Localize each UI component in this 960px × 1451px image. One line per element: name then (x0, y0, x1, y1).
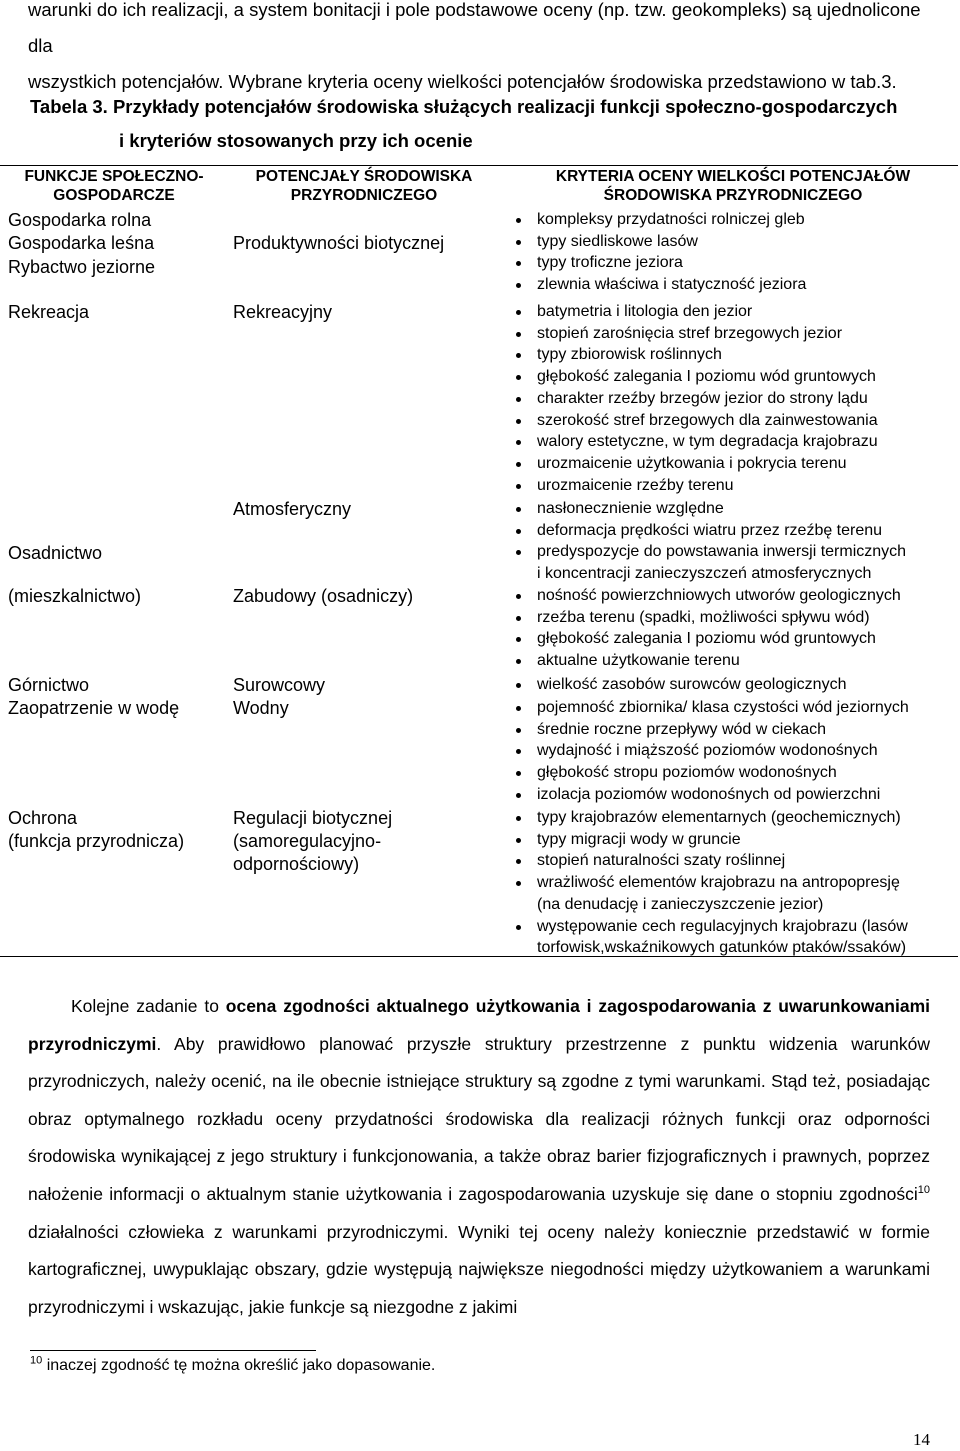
intro-line-1: warunki do ich realizacji, a system bonitacji i pole podstawowe oceny (np. tzw. geokompleks) są ujednolicone dla (28, 0, 921, 56)
bullet-icon (516, 793, 521, 798)
function-osadnictwo: Osadnictwo (8, 543, 103, 563)
function-lesna: Gospodarka leśna (8, 233, 155, 253)
paragraph-text-2: . Aby prawidłowo planować przyszłe struktury przestrzenne z punktu widzenia warunków przyrodniczych, należy ocenić, na ile obecnie istniejące struktury są zgodne z tymi warunkami. Stąd też, posiadając obraz optymalnego rozkładu oceny przydatności środowiska dla realizacji różnych funkcji oraz odporności środowiska wynikającej z jego struktury i funkcjonowania, a także obraz barier fizjograficznych i prawnych, poprzez nałożenie informacji o aktualnym stanie użytkowania i zagospodarowania uzyskuje się dane o stopniu zgodności (28, 1033, 930, 1204)
criterion-item: głębokość zalegania I poziomu wód gruntowych (513, 366, 953, 388)
caption-line-1: Tabela 3. Przykłady potencjałów środowiska służących realizacji funkcji społeczno-gospodarczych (30, 96, 898, 117)
header-functions (4, 167, 224, 205)
criterion-item: średnie roczne przepływy wód w ciekach (513, 719, 953, 741)
page-number: 14 (913, 1430, 930, 1449)
criterion-item: nośność powierzchniowych utworów geologicznych (513, 585, 953, 607)
bullet-icon (516, 240, 521, 245)
bullet-icon (516, 218, 521, 223)
bullet-icon (516, 594, 521, 599)
bullet-icon (516, 529, 521, 534)
bullet-icon (516, 838, 521, 843)
header-potentials (228, 167, 500, 205)
function-ochrona: Ochrona (8, 808, 78, 828)
bullet-icon (516, 283, 521, 288)
criterion-item: predyspozycje do powstawania inwersji termicznych (513, 541, 953, 563)
bullet-icon (516, 484, 521, 489)
criteria-wod (513, 697, 953, 806)
bullet-icon (516, 375, 521, 380)
criterion-item: rzeźba terenu (spadki, możliwości spływu wód) (513, 607, 953, 629)
intro-line-2: wszystkich potencjałów. Wybrane kryteria oceny wielkości potencjałów środowiska przedstawiono w tab.3. (28, 71, 897, 92)
function-zaopatrzenie: Zaopatrzenie w wodę (8, 698, 180, 718)
header-line: FUNKCJE SPOŁECZNO- (24, 168, 204, 185)
criterion-item: izolacja poziomów wodonośnych od powierzchni (513, 784, 953, 806)
potential-produktywnosci: Produktywności biotycznej (233, 233, 445, 253)
bullet-icon (516, 925, 521, 930)
footnote (30, 1355, 435, 1377)
potential-surowcowy: Surowcowy (233, 675, 326, 695)
criterion-item: szerokość stref brzegowych dla zainwestowania (513, 410, 953, 432)
bullet-icon (516, 749, 521, 754)
function-rolna: Gospodarka rolna (8, 210, 152, 230)
criteria-atm (513, 498, 953, 585)
criterion-item: występowanie cech regulacyjnych krajobrazu (lasów (513, 916, 953, 938)
table-caption (30, 94, 897, 153)
potential-zabudowy: Zabudowy (osadniczy) (233, 586, 414, 606)
bullet-icon (516, 550, 521, 555)
footnote-text: inaczej zgodność tę można określić jako dopasowanie. (42, 1357, 436, 1374)
criterion-item: pojemność zbiornika/ klasa czystości wód jeziornych (513, 697, 953, 719)
criterion-item: urozmaicenie użytkowania i pokrycia terenu (513, 453, 953, 475)
caption-line-2: i kryteriów stosowanych przy ich ocenie (119, 130, 473, 151)
bullet-icon (516, 859, 521, 864)
bullet-icon (516, 771, 521, 776)
criterion-item: batymetria i litologia den jezior (513, 301, 953, 323)
potential-regulacji-2: (samoregulacyjno- (233, 831, 382, 851)
bullet-icon (516, 462, 521, 467)
header-line: POTENCJAŁY ŚRODOWISKA (255, 168, 473, 185)
criterion-item: głębokość zalegania I poziomu wód gruntowych (513, 628, 953, 650)
criterion-item: typy siedliskowe lasów (513, 231, 953, 253)
potential-rekreacyjny: Rekreacyjny (233, 302, 333, 322)
bullet-icon (516, 659, 521, 664)
footnote-number: 10 (30, 1354, 43, 1367)
criterion-item: typy troficzne jeziora (513, 252, 953, 274)
header-line: PRZYRODNICZEGO (290, 187, 438, 204)
function-mieszkalnictwo: (mieszkalnictwo) (8, 586, 142, 606)
function-ochrona-sub: (funkcja przyrodnicza) (8, 831, 185, 851)
bullet-icon (516, 616, 521, 621)
bullet-icon (516, 332, 521, 337)
criteria-rek (513, 301, 953, 496)
criterion-item: aktualne użytkowanie terenu (513, 650, 953, 672)
potential-atmosferyczny: Atmosferyczny (233, 499, 352, 519)
criterion-item: kompleksy przydatności rolniczej gleb (513, 209, 953, 231)
bullet-icon (516, 683, 521, 688)
criterion-item: głębokość stropu poziomów wodonośnych (513, 762, 953, 784)
footnote-ref[interactable]: 10 (917, 1184, 930, 1197)
bullet-icon (516, 507, 521, 512)
criterion-continuation: (na denudację i zanieczyszczenie jezior) (537, 895, 824, 913)
header-line: KRYTERIA OCENY WIELKOŚCI POTENCJAŁÓW (555, 168, 911, 185)
criterion-item: typy zbiorowisk roślinnych (513, 344, 953, 366)
criteria-zab (513, 585, 953, 672)
paragraph-text-1: Kolejne zadanie to (71, 996, 226, 1016)
criterion-item: walory estetyczne, w tym degradacja krajobrazu (513, 431, 953, 453)
criterion-continuation: i koncentracji zanieczyszczeń atmosferycznych (537, 565, 872, 583)
bullet-icon (516, 816, 521, 821)
bullet-icon (516, 728, 521, 733)
criterion-item: urozmaicenie rzeźby terenu (513, 475, 953, 497)
intro-text (28, 0, 930, 100)
body-paragraph (28, 988, 930, 1326)
bullet-icon (516, 440, 521, 445)
criterion-item: stopień zarośnięcia stref brzegowych jezior (513, 323, 953, 345)
function-rybactwo: Rybactwo jeziorne (8, 257, 156, 277)
bullet-icon (516, 261, 521, 266)
bullet-icon (516, 637, 521, 642)
bullet-icon (516, 419, 521, 424)
bullet-icon (516, 353, 521, 358)
criterion-item: deformacja prędkości wiatru przez rzeźbę terenu (513, 520, 953, 542)
potential-wodny: Wodny (233, 698, 289, 718)
criterion-item: wielkość zasobów surowców geologicznych (513, 674, 953, 696)
criterion-item: zlewnia właściwa i statyczność jeziora (513, 274, 953, 296)
function-gornictwo: Górnictwo (8, 675, 90, 695)
criterion-item: nasłonecznienie względne (513, 498, 953, 520)
potential-regulacji: Regulacji biotycznej (233, 808, 393, 828)
bullet-icon (516, 706, 521, 711)
criterion-item: charakter rzeźby brzegów jezior do strony lądu (513, 388, 953, 410)
header-criteria (508, 167, 958, 205)
paragraph-text-3: działalności człowieka z warunkami przyrodniczymi. Wyniki tej oceny należy koniecznie przedstawić w formie kartograficznej, uwypuklając obszary, gdzie występują największe niegodności między użytkowaniem a warunkami przyrodniczymi i wskazując, jakie funkcje są niezgodne z jakimi (28, 1221, 930, 1317)
paragraph-emphasis: ocena zgodności aktualnego użytkowania i zagospodarowania z uwarunkowaniami przyrodniczymi (28, 996, 930, 1054)
header-line: ŚRODOWISKA PRZYRODNICZEGO (603, 187, 863, 204)
bullet-icon (516, 881, 521, 886)
bullet-icon (516, 310, 521, 315)
footnote-separator (30, 1350, 316, 1351)
header-line: GOSPODARCZE (53, 187, 175, 204)
function-rekreacja: Rekreacja (8, 302, 90, 322)
criterion-item: stopień naturalności szaty roślinnej (513, 850, 953, 872)
bullet-icon (516, 397, 521, 402)
potential-regulacji-3: odpornościowy) (233, 854, 360, 874)
criteria-table (0, 165, 958, 957)
criteria-bio (513, 209, 953, 296)
criterion-item: wrażliwość elementów krajobrazu na antropopresję (513, 872, 953, 894)
criterion-item: typy krajobrazów elementarnych (geochemicznych) (513, 807, 953, 829)
criterion-continuation: torfowisk,wskaźnikowych gatunków ptaków/ssaków) (537, 939, 907, 957)
criteria-sur (513, 674, 953, 696)
criterion-item: wydajność i miąższość poziomów wodonośnych (513, 740, 953, 762)
criteria-reg (513, 807, 953, 959)
criterion-item: typy migracji wody w gruncie (513, 829, 953, 851)
